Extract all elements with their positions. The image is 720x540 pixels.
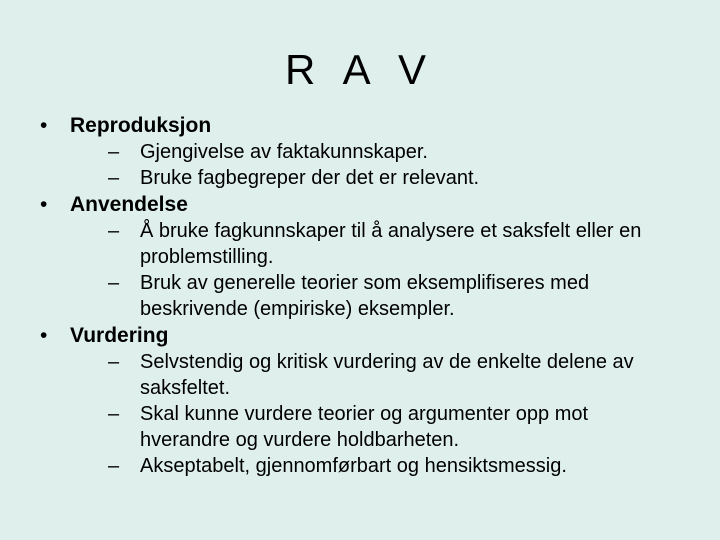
section-heading: Anvendelse <box>70 193 188 216</box>
dash-icon: – <box>108 167 120 189</box>
list-item <box>108 218 700 270</box>
list-item <box>108 349 700 401</box>
list-item <box>108 453 700 479</box>
list-item-text: Bruk av generelle teorier som eksemplifiseres med beskrivende (empiriske) eksempler. <box>140 272 590 320</box>
sub-list <box>70 349 696 479</box>
list-item-text: Gjengivelse av faktakunnskaper. <box>140 141 428 163</box>
dash-icon: – <box>108 220 120 242</box>
bullet-icon: • <box>40 114 48 137</box>
section-heading: Reproduksjon <box>70 114 212 137</box>
dash-icon: – <box>108 351 120 373</box>
list-item-text: Akseptabelt, gjennomførbart og hensiktsmessig. <box>140 455 567 477</box>
list-item <box>108 165 696 191</box>
list-item-text: Skal kunne vurdere teorier og argumenter opp mot hverandre og vurdere holdbarheten. <box>140 403 589 451</box>
list-item <box>108 401 680 453</box>
sub-list <box>70 218 696 322</box>
dash-icon: – <box>108 272 120 294</box>
dash-icon: – <box>108 403 120 425</box>
list-item <box>108 270 700 322</box>
list-item-text: Å bruke fagkunnskaper til å analysere et saksfelt eller en problemstilling. <box>140 220 642 268</box>
bullet-icon: • <box>40 324 48 347</box>
section-reproduksjon <box>36 112 696 191</box>
list-item <box>108 139 696 165</box>
bullet-icon: • <box>40 193 48 216</box>
section-anvendelse <box>36 191 696 322</box>
sub-list <box>70 139 696 191</box>
slide-title: R A V <box>284 46 436 93</box>
section-heading: Vurdering <box>70 324 169 347</box>
dash-icon: – <box>108 141 120 163</box>
list-item-text: Bruke fagbegreper der det er relevant. <box>140 167 480 189</box>
dash-icon: – <box>108 455 120 477</box>
section-vurdering <box>36 322 696 479</box>
list-item-text: Selvstendig og kritisk vurdering av de enkelte delene av saksfeltet. <box>140 351 634 399</box>
slide-content <box>36 112 696 479</box>
